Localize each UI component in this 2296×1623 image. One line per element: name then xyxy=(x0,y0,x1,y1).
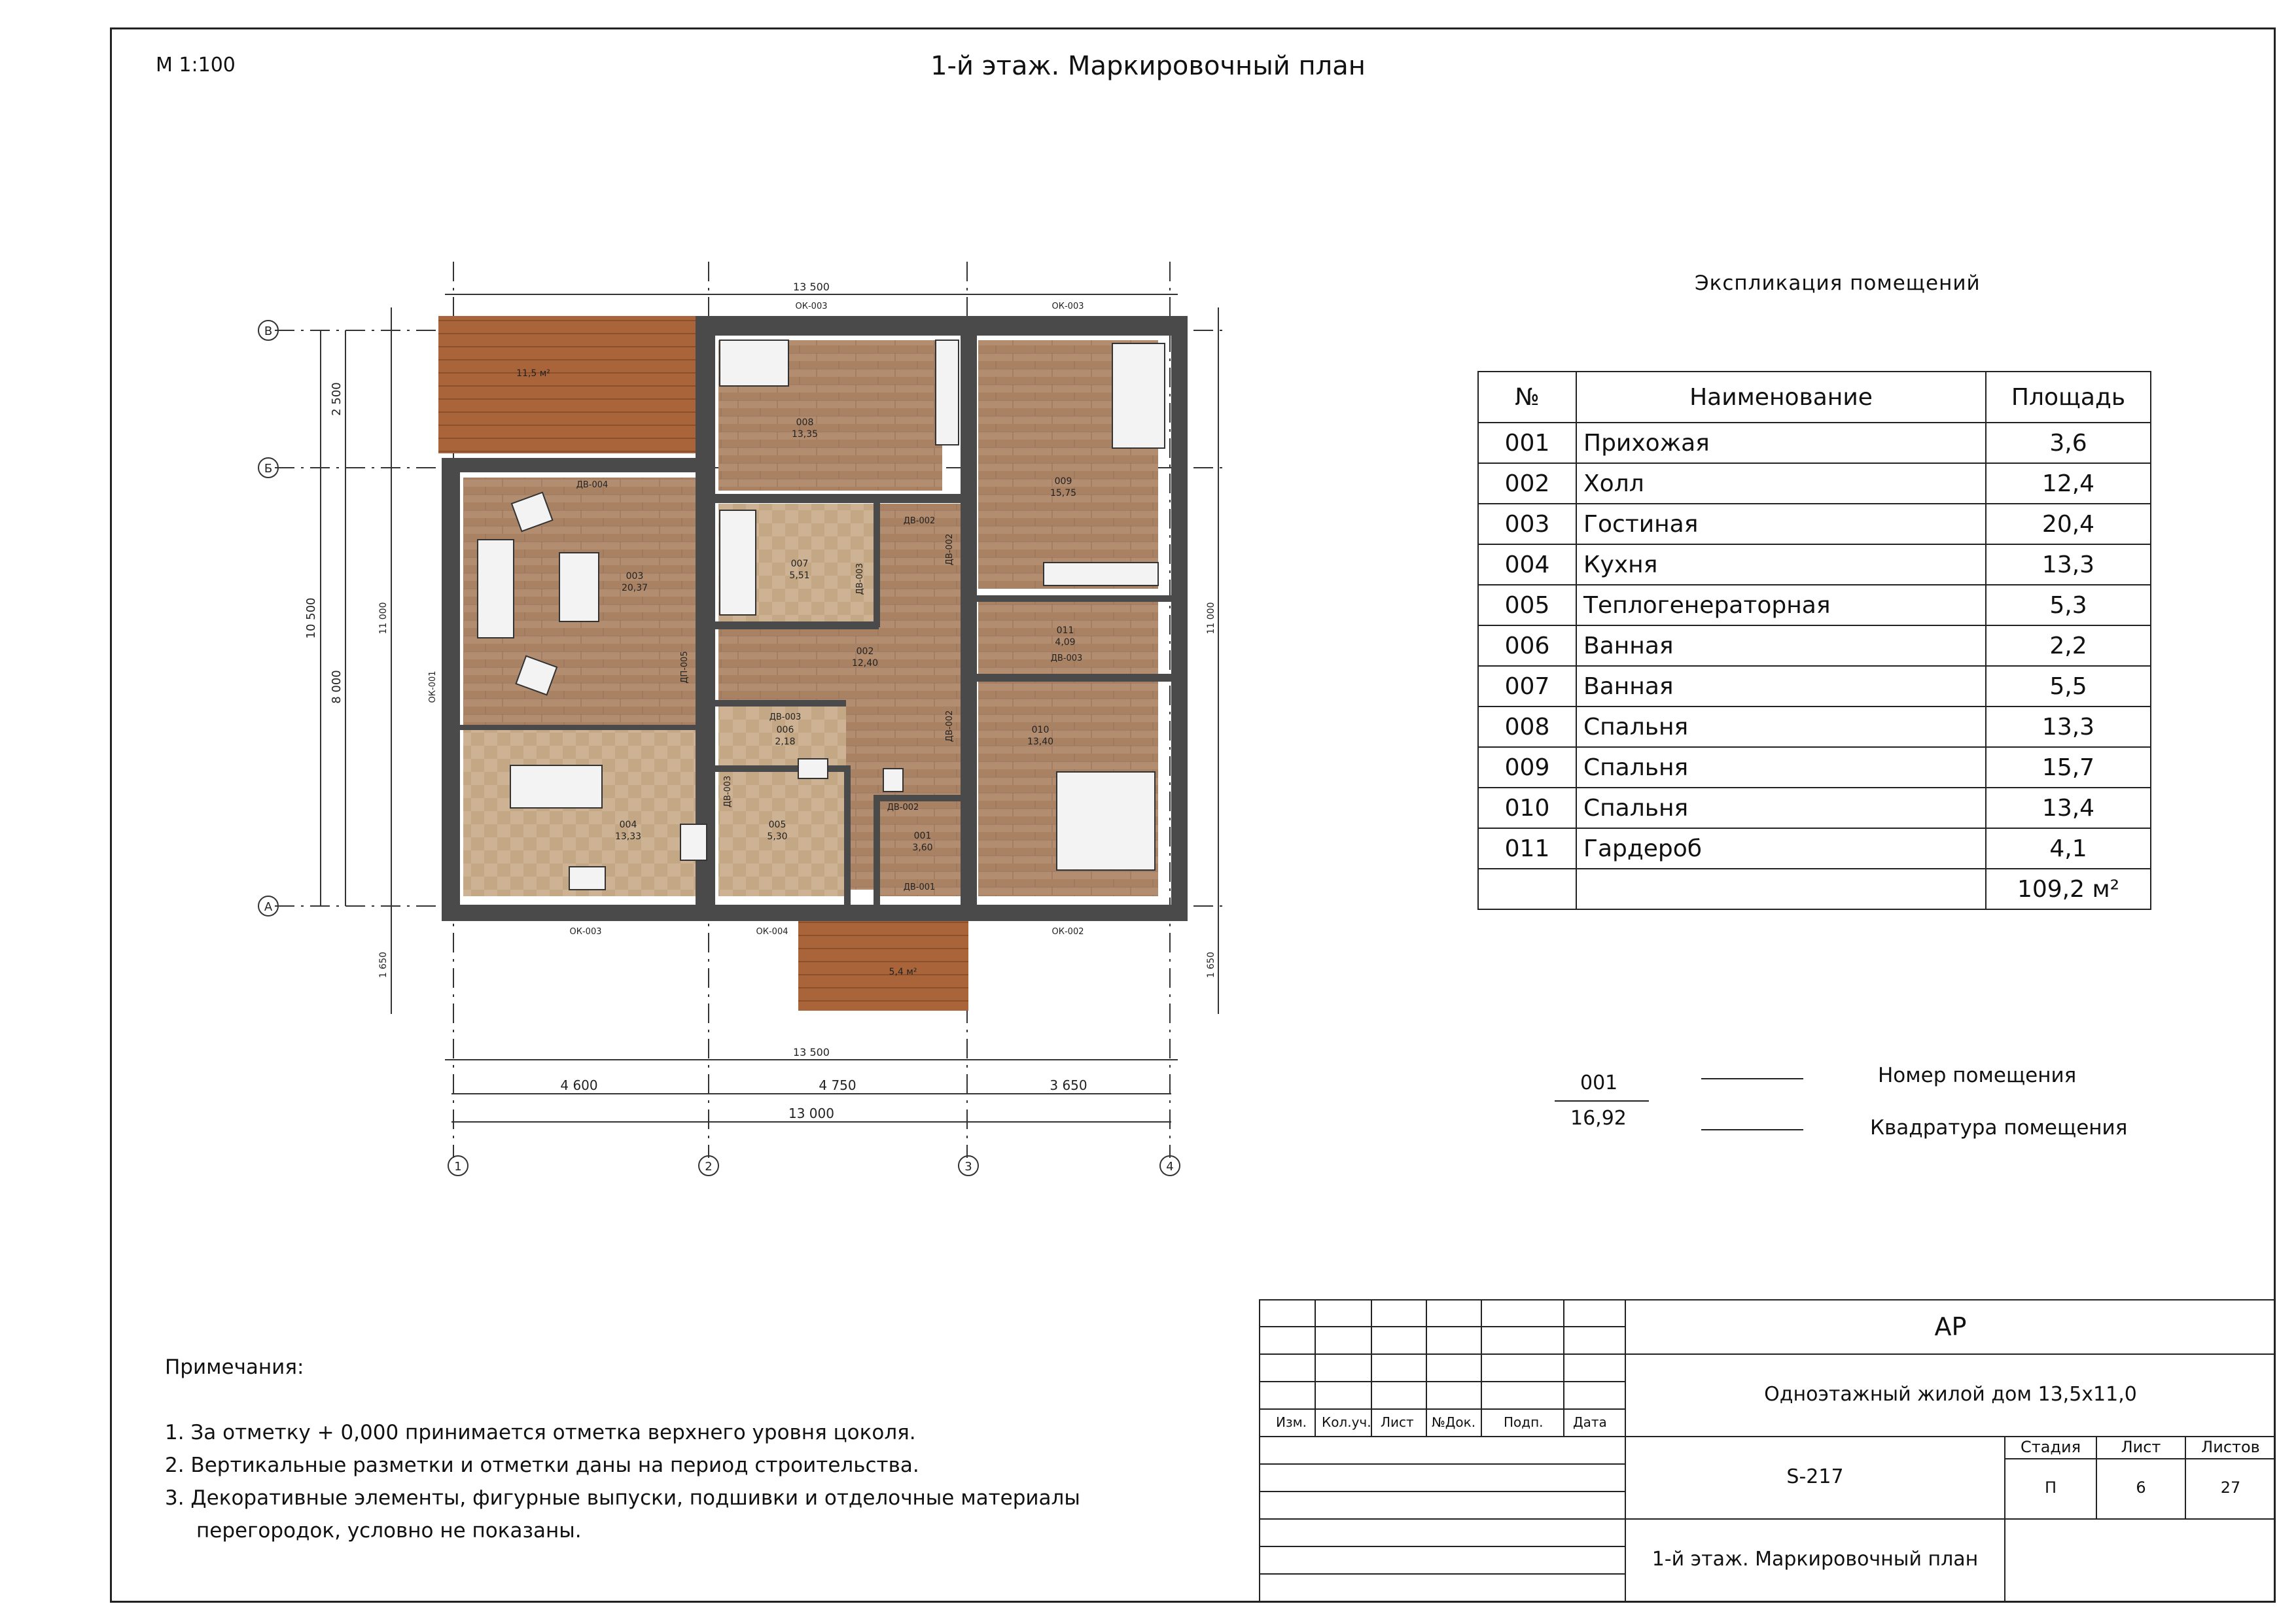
mark-ok001: ОК-001 xyxy=(428,671,438,703)
table-header-row xyxy=(1478,372,2151,423)
mark-dv003-a: ДВ-003 xyxy=(855,563,865,595)
stamp-sheets-label: Листов xyxy=(2201,1438,2260,1456)
mark-dv002-b: ДВ-002 xyxy=(945,533,955,566)
room-002-num: 002 xyxy=(856,646,874,657)
dim-1650-right: 1 650 xyxy=(1206,951,1216,979)
axis-3: 3 xyxy=(964,1160,972,1174)
cell-area: 13,3 xyxy=(1986,707,2151,747)
stamp-col-podp: Подп. xyxy=(1504,1414,1544,1430)
dim-seg2: 4 750 xyxy=(819,1077,857,1093)
cell-number: 008 xyxy=(1478,707,1576,747)
cell-number: 011 xyxy=(1478,828,1576,869)
explication-title: Экспликация помещений xyxy=(1695,271,1981,295)
mark-ok003-b: ОК-003 xyxy=(1051,302,1084,311)
note-item: 1. За отметку + 0,000 принимается отметка верхнего уровня цоколя. xyxy=(165,1421,916,1444)
dim-1650-left: 1 650 xyxy=(378,951,389,979)
cell-area: 5,3 xyxy=(1986,585,2151,625)
mark-ok003-a: ОК-003 xyxy=(795,302,828,311)
room-007-num: 007 xyxy=(790,559,809,569)
cell-area: 15,7 xyxy=(1986,747,2151,788)
table-row xyxy=(1478,625,2151,666)
stamp-col-list: Лист xyxy=(1381,1414,1414,1430)
cell-area: 2,2 xyxy=(1986,625,2151,666)
cell-number: 003 xyxy=(1478,504,1576,544)
dim-11000-left: 11 000 xyxy=(378,602,389,635)
legend-area: 16,92 xyxy=(1570,1107,1627,1130)
axis-1: 1 xyxy=(454,1160,462,1174)
table-row xyxy=(1478,707,2151,747)
stamp-section: АР xyxy=(1934,1312,1967,1341)
mark-dv003-d: ДВ-003 xyxy=(723,775,733,808)
legend-number: 001 xyxy=(1580,1072,1618,1094)
dim-bottom-outer: 13 500 xyxy=(793,1046,830,1058)
cell-number: 009 xyxy=(1478,747,1576,788)
total-area: 109,2 м² xyxy=(1986,869,2151,909)
table-row xyxy=(1478,828,2151,869)
stamp-stage-label: Стадия xyxy=(2020,1438,2081,1456)
room-008-num: 008 xyxy=(796,417,814,428)
room-005-num: 005 xyxy=(768,820,786,830)
mark-dv002-c: ДВ-002 xyxy=(945,710,955,742)
legend-leader-1 xyxy=(1701,1078,1803,1079)
cell-area: 12,4 xyxy=(1986,463,2151,504)
room-007-area: 5,51 xyxy=(789,570,810,581)
table-row xyxy=(1478,504,2151,544)
mark-ok002: ОК-002 xyxy=(1051,927,1084,937)
stamp-stage: П xyxy=(2044,1478,2057,1497)
table-row xyxy=(1478,747,2151,788)
room-005-area: 5,30 xyxy=(767,831,788,842)
room-010-area: 13,40 xyxy=(1027,737,1054,747)
terrace-bottom xyxy=(798,916,968,1011)
mark-dv003-c: ДВ-003 xyxy=(769,712,802,722)
stamp-sheets: 27 xyxy=(2220,1478,2241,1497)
axis-2: 2 xyxy=(705,1160,713,1174)
cell-name: Ванная xyxy=(1576,666,1986,707)
cell-name: Теплогенераторная xyxy=(1576,585,1986,625)
dim-seg3: 3 650 xyxy=(1050,1077,1087,1093)
dim-10500: 10 500 xyxy=(304,597,318,639)
stamp-col-koluch: Кол.уч. xyxy=(1322,1414,1371,1430)
explication-table xyxy=(1477,371,2151,910)
title-block xyxy=(1259,1299,2276,1603)
room-010-num: 010 xyxy=(1031,725,1050,735)
terrace-top-area: 11,5 м² xyxy=(516,368,550,379)
table-row xyxy=(1478,788,2151,828)
note-item: 3. Декоративные элементы, фигурные выпуски, подшивки и отделочные материалы xyxy=(165,1486,1080,1510)
stamp-sheet: 6 xyxy=(2136,1478,2146,1497)
cell-number: 004 xyxy=(1478,544,1576,585)
mark-dv002-d: ДВ-002 xyxy=(887,803,919,812)
mark-dv002-a: ДВ-002 xyxy=(903,516,936,526)
axis-v: В xyxy=(264,324,273,338)
table-row xyxy=(1478,585,2151,625)
mark-dp005: ДП-005 xyxy=(680,651,690,684)
terrace-top xyxy=(438,316,697,453)
col-header-area: Площадь xyxy=(1986,372,2151,423)
cell-area: 5,5 xyxy=(1986,666,2151,707)
note-item: перегородок, условно не показаны. xyxy=(196,1519,582,1543)
cell-name: Спальня xyxy=(1576,788,1986,828)
cell-area: 3,6 xyxy=(1986,423,2151,463)
cell-name: Холл xyxy=(1576,463,1986,504)
room-011-area: 4,09 xyxy=(1055,637,1076,648)
legend-area-label: Квадратура помещения xyxy=(1870,1116,2128,1140)
cell-name: Гостиная xyxy=(1576,504,1986,544)
cell-name: Спальня xyxy=(1576,747,1986,788)
dim-2500: 2 500 xyxy=(330,382,344,416)
dim-11000-right: 11 000 xyxy=(1206,602,1216,635)
col-header-number: № xyxy=(1478,372,1576,423)
mark-dv004: ДВ-004 xyxy=(576,480,609,490)
room-004-num: 004 xyxy=(619,820,637,830)
col-header-name: Наименование xyxy=(1576,372,1986,423)
cell-number: 006 xyxy=(1478,625,1576,666)
cell-number: 005 xyxy=(1478,585,1576,625)
legend-number-label: Номер помещения xyxy=(1878,1064,2077,1087)
cell-name: Гардероб xyxy=(1576,828,1986,869)
cell-number: 002 xyxy=(1478,463,1576,504)
cell-name: Кухня xyxy=(1576,544,1986,585)
room-006-num: 006 xyxy=(776,725,794,735)
table-row xyxy=(1478,666,2151,707)
axis-a: А xyxy=(264,900,273,914)
notes-title: Примечания: xyxy=(165,1355,304,1379)
cell-number: 007 xyxy=(1478,666,1576,707)
dim-top-total: 13 500 xyxy=(793,281,830,293)
stamp-col-izm: Изм. xyxy=(1276,1414,1307,1430)
legend-divider xyxy=(1555,1100,1649,1102)
stamp-sheet-label: Лист xyxy=(2121,1438,2161,1456)
room-004-area: 13,33 xyxy=(614,831,642,842)
stamp-col-data: Дата xyxy=(1573,1414,1607,1430)
mark-dv001: ДВ-001 xyxy=(903,882,936,892)
table-row xyxy=(1478,463,2151,504)
room-006-area: 2,18 xyxy=(775,737,796,747)
table-row xyxy=(1478,544,2151,585)
mark-ok003-c: ОК-003 xyxy=(569,927,602,937)
room-009-area: 15,75 xyxy=(1050,488,1077,498)
table-total-row xyxy=(1478,869,2151,909)
cell-area: 20,4 xyxy=(1986,504,2151,544)
table-row xyxy=(1478,423,2151,463)
cell-number: 001 xyxy=(1478,423,1576,463)
room-003-area: 20,37 xyxy=(621,583,648,593)
cell-name: Спальня xyxy=(1576,707,1986,747)
dim-8000: 8 000 xyxy=(330,670,344,704)
cell-area: 13,3 xyxy=(1986,544,2151,585)
cell-name: Ванная xyxy=(1576,625,1986,666)
stamp-project: Одноэтажный жилой дом 13,5х11,0 xyxy=(1764,1383,2137,1406)
cell-name: Прихожая xyxy=(1576,423,1986,463)
axis-b: Б xyxy=(264,462,273,476)
terrace-bottom-area: 5,4 м² xyxy=(889,967,917,977)
cell-area: 13,4 xyxy=(1986,788,2151,828)
dim-bottom-total: 13 000 xyxy=(788,1106,834,1121)
note-item: 2. Вертикальные разметки и отметки даны на период строительства. xyxy=(165,1454,919,1477)
room-011-num: 011 xyxy=(1056,625,1074,636)
room-001-num: 001 xyxy=(913,831,932,841)
mark-dv003-b: ДВ-003 xyxy=(1050,654,1083,663)
cell-area: 4,1 xyxy=(1986,828,2151,869)
cell-number: 010 xyxy=(1478,788,1576,828)
legend-leader-2 xyxy=(1701,1129,1803,1130)
sheet-title: 1-й этаж. Маркировочный план xyxy=(930,51,1366,81)
room-008-area: 13,35 xyxy=(791,429,819,440)
room-003-num: 003 xyxy=(626,571,644,582)
room-001-area: 3,60 xyxy=(912,843,933,853)
dim-seg1: 4 600 xyxy=(560,1077,598,1093)
scale-label: М 1:100 xyxy=(156,54,236,77)
stamp-sheet-title: 1-й этаж. Маркировочный план xyxy=(1651,1548,1979,1571)
axis-4: 4 xyxy=(1166,1160,1174,1174)
stamp-col-ndok: №Док. xyxy=(1432,1414,1476,1430)
mark-ok004: ОК-004 xyxy=(756,927,788,937)
room-002-area: 12,40 xyxy=(851,658,879,669)
room-009-num: 009 xyxy=(1054,476,1072,487)
stamp-code: S-217 xyxy=(1786,1465,1844,1488)
